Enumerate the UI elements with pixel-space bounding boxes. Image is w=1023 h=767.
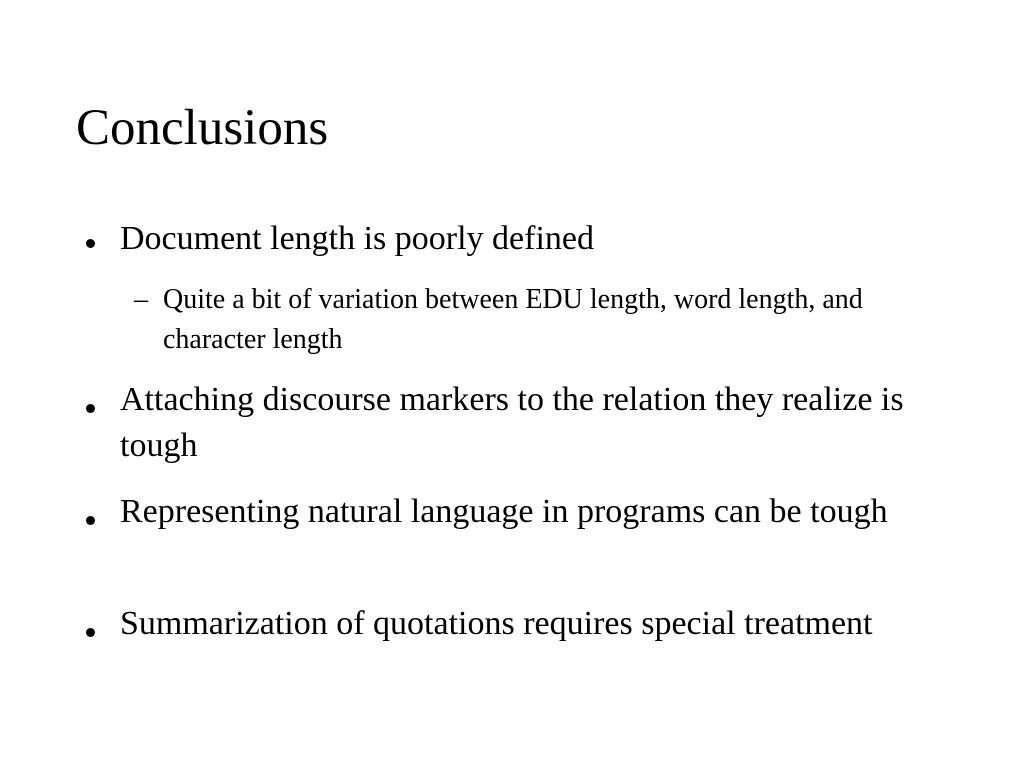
bullet-dot-icon xyxy=(86,239,95,248)
bullet-text: Summarization of quotations requires special treatment xyxy=(120,605,873,642)
bullet-text: Document length is poorly defined xyxy=(120,220,595,257)
dash-icon: – xyxy=(134,284,148,315)
bullet-dot-icon xyxy=(86,516,95,525)
sub-bullet-text: Quite a bit of variation between EDU length, word length, and character length xyxy=(163,284,863,355)
bullet-dot-icon xyxy=(86,628,95,637)
slide-title: Conclusions xyxy=(76,100,329,156)
bullet-dot-icon xyxy=(86,404,95,413)
bullet-text: Representing natural language in programs can be tough xyxy=(120,493,888,530)
bullet-text: Attaching discourse markers to the relation they realize is tough xyxy=(120,381,904,464)
